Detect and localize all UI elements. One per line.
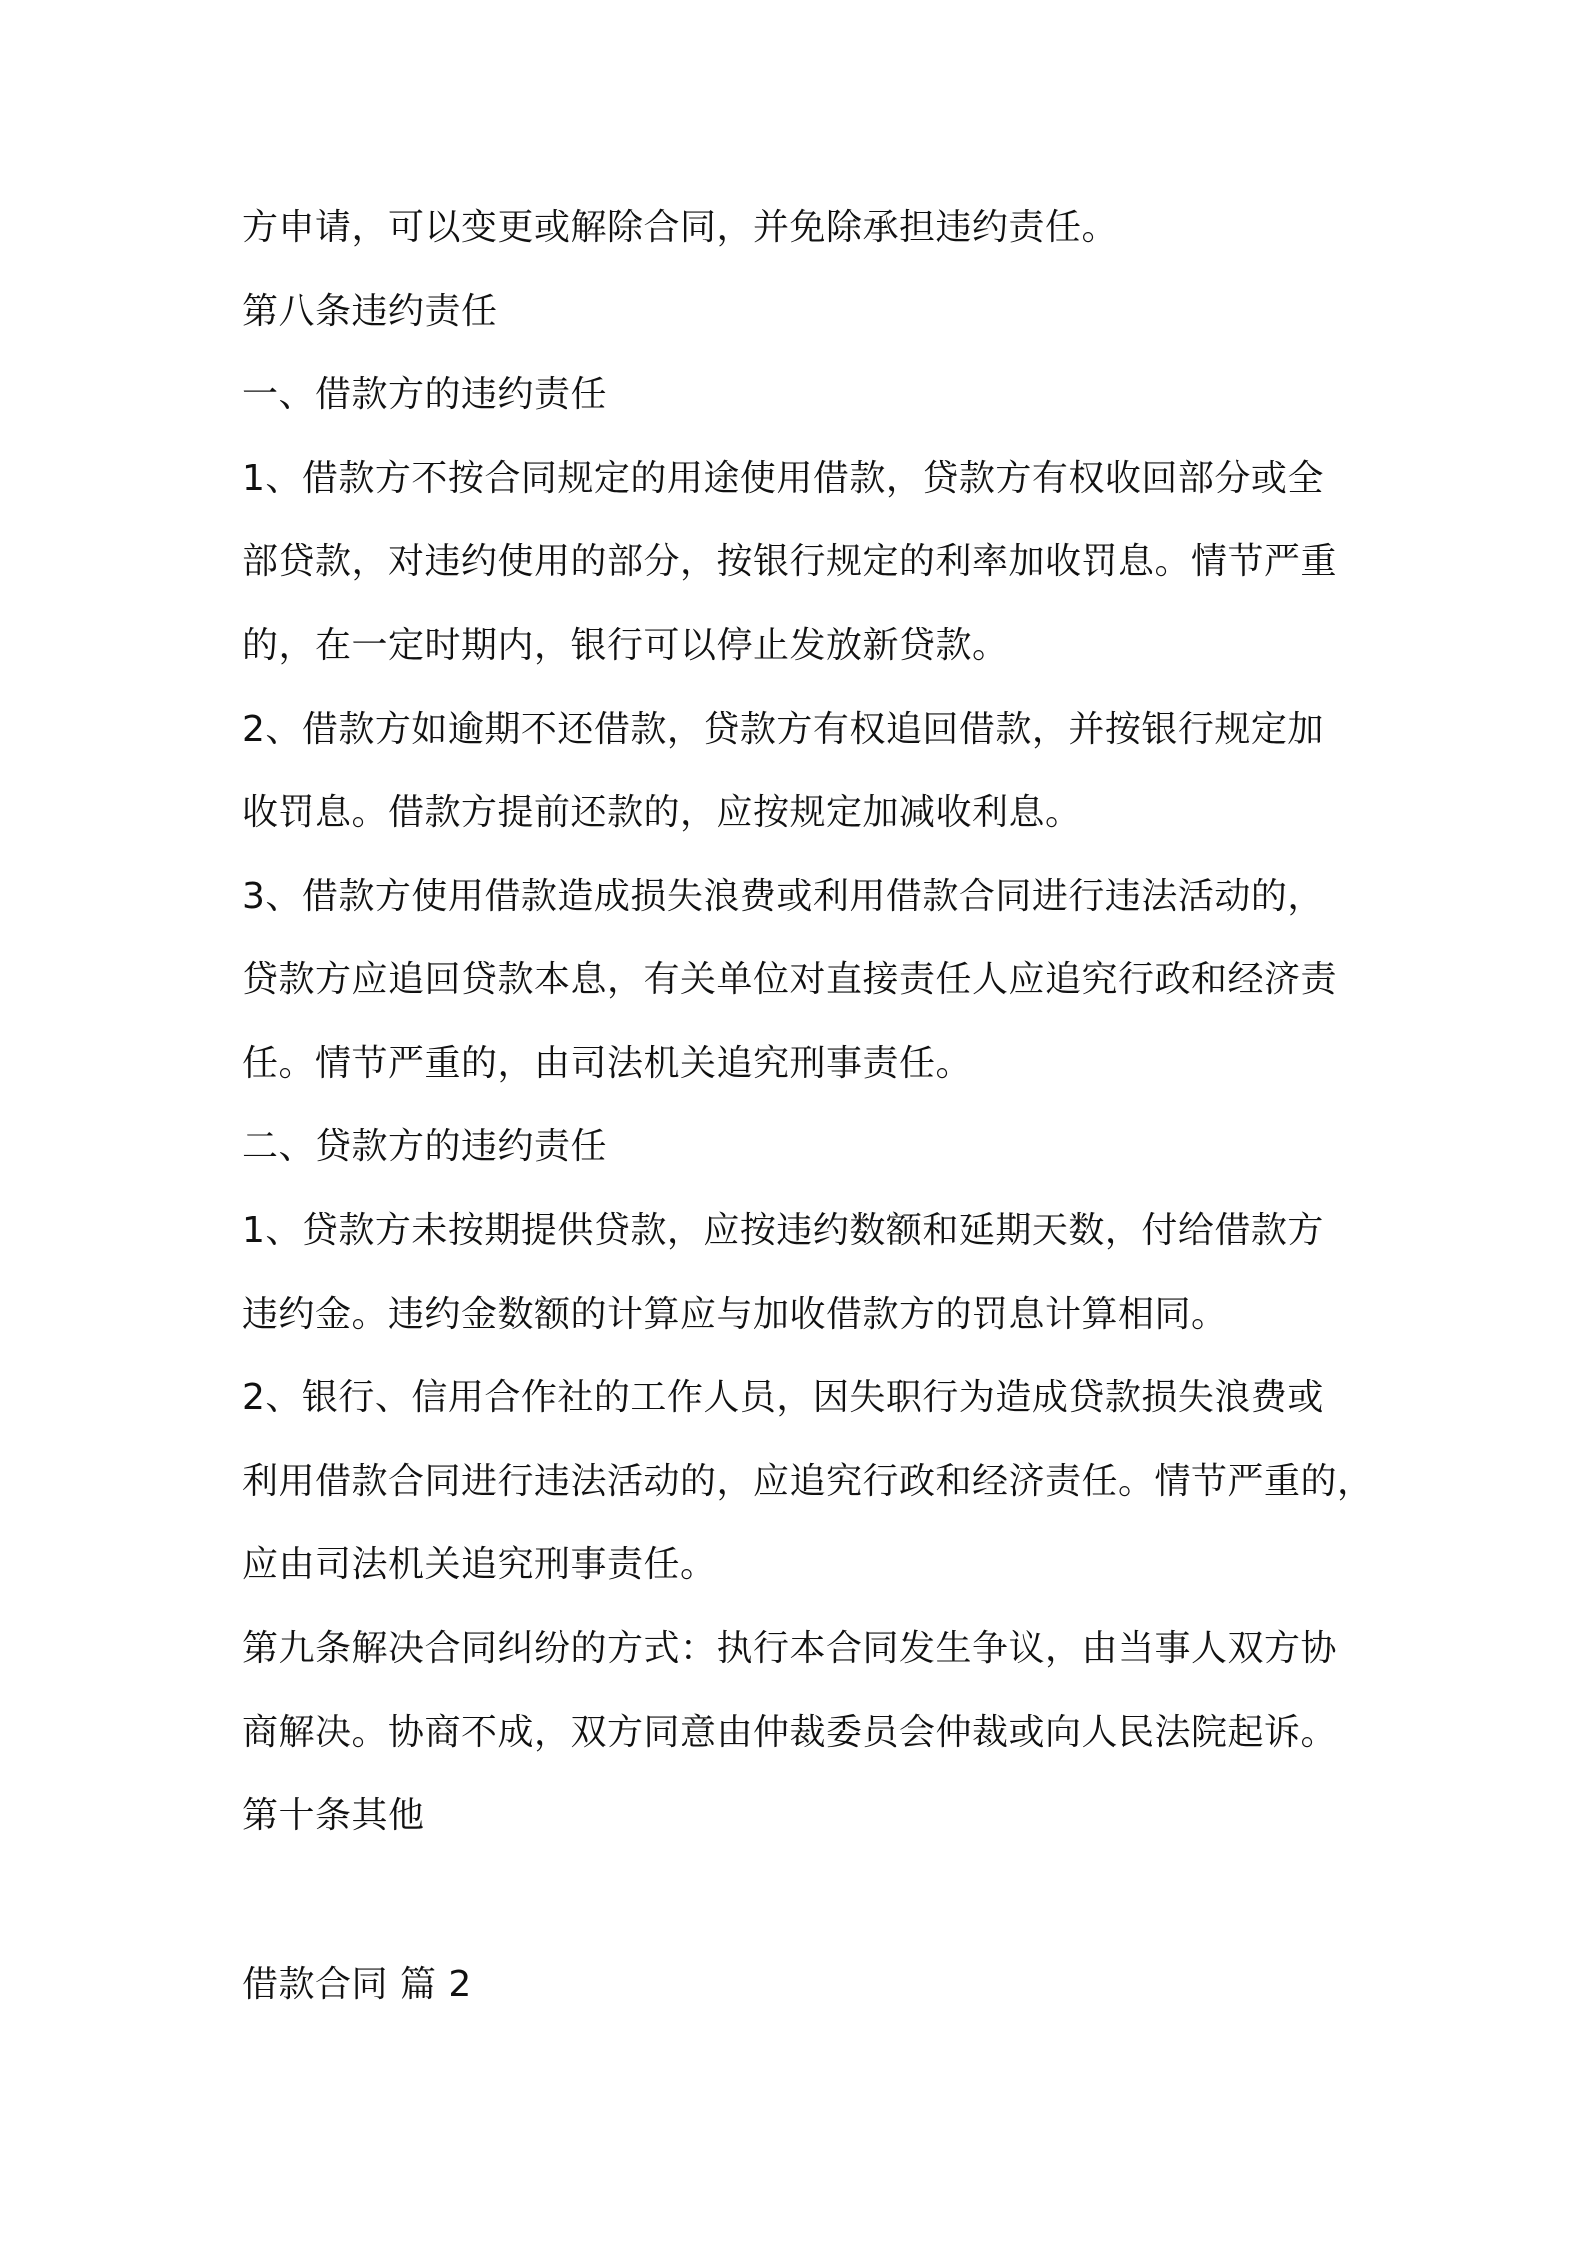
text-line: 应由司法机关追究刑事责任。 — [242, 1544, 717, 1585]
text-line: 任。情节严重的，由司法机关追究刑事责任。 — [242, 1043, 973, 1084]
text-line: 3、借款方使用借款造成损失浪费或利用借款合同进行违法活动的， — [242, 876, 1324, 917]
text-line: 方申请，可以变更或解除合同，并免除承担违约责任。 — [242, 207, 1119, 248]
text-line: 利用借款合同进行违法活动的，应追究行政和经济责任。情节严重的， — [242, 1461, 1374, 1502]
text-line: 收罚息。借款方提前还款的，应按规定加减收利息。 — [242, 792, 1082, 833]
text-line: 1、贷款方未按期提供贷款，应按违约数额和延期天数，付给借款方 — [242, 1210, 1324, 1251]
text-line: 商解决。协商不成，双方同意由仲裁委员会仲裁或向人民法院起诉。 — [242, 1712, 1338, 1753]
text-line: 违约金。违约金数额的计算应与加收借款方的罚息计算相同。 — [242, 1294, 1228, 1335]
text-line: 2、银行、信用合作社的工作人员，因失职行为造成贷款损失浪费或 — [242, 1377, 1324, 1418]
text-line: 部贷款，对违约使用的部分，按银行规定的利率加收罚息。情节严重 — [242, 541, 1338, 582]
text-line: 贷款方应追回贷款本息，有关单位对直接责任人应追究行政和经济责 — [242, 959, 1338, 1000]
text-line: 2、借款方如逾期不还借款，贷款方有权追回借款，并按银行规定加 — [242, 709, 1324, 750]
text-line: 的，在一定时期内，银行可以停止发放新贷款。 — [242, 625, 1009, 666]
document-title: 借款合同 篇 2 — [242, 1964, 472, 2005]
subsection-heading: 二、贷款方的违约责任 — [242, 1126, 608, 1167]
section-heading: 第十条其他 — [242, 1795, 425, 1836]
text-line: 第九条解决合同纠纷的方式：执行本合同发生争议，由当事人双方协 — [242, 1628, 1338, 1669]
section-heading: 第八条违约责任 — [242, 291, 498, 332]
subsection-heading: 一、借款方的违约责任 — [242, 374, 608, 415]
text-line: 1、借款方不按合同规定的用途使用借款，贷款方有权收回部分或全 — [242, 458, 1324, 499]
